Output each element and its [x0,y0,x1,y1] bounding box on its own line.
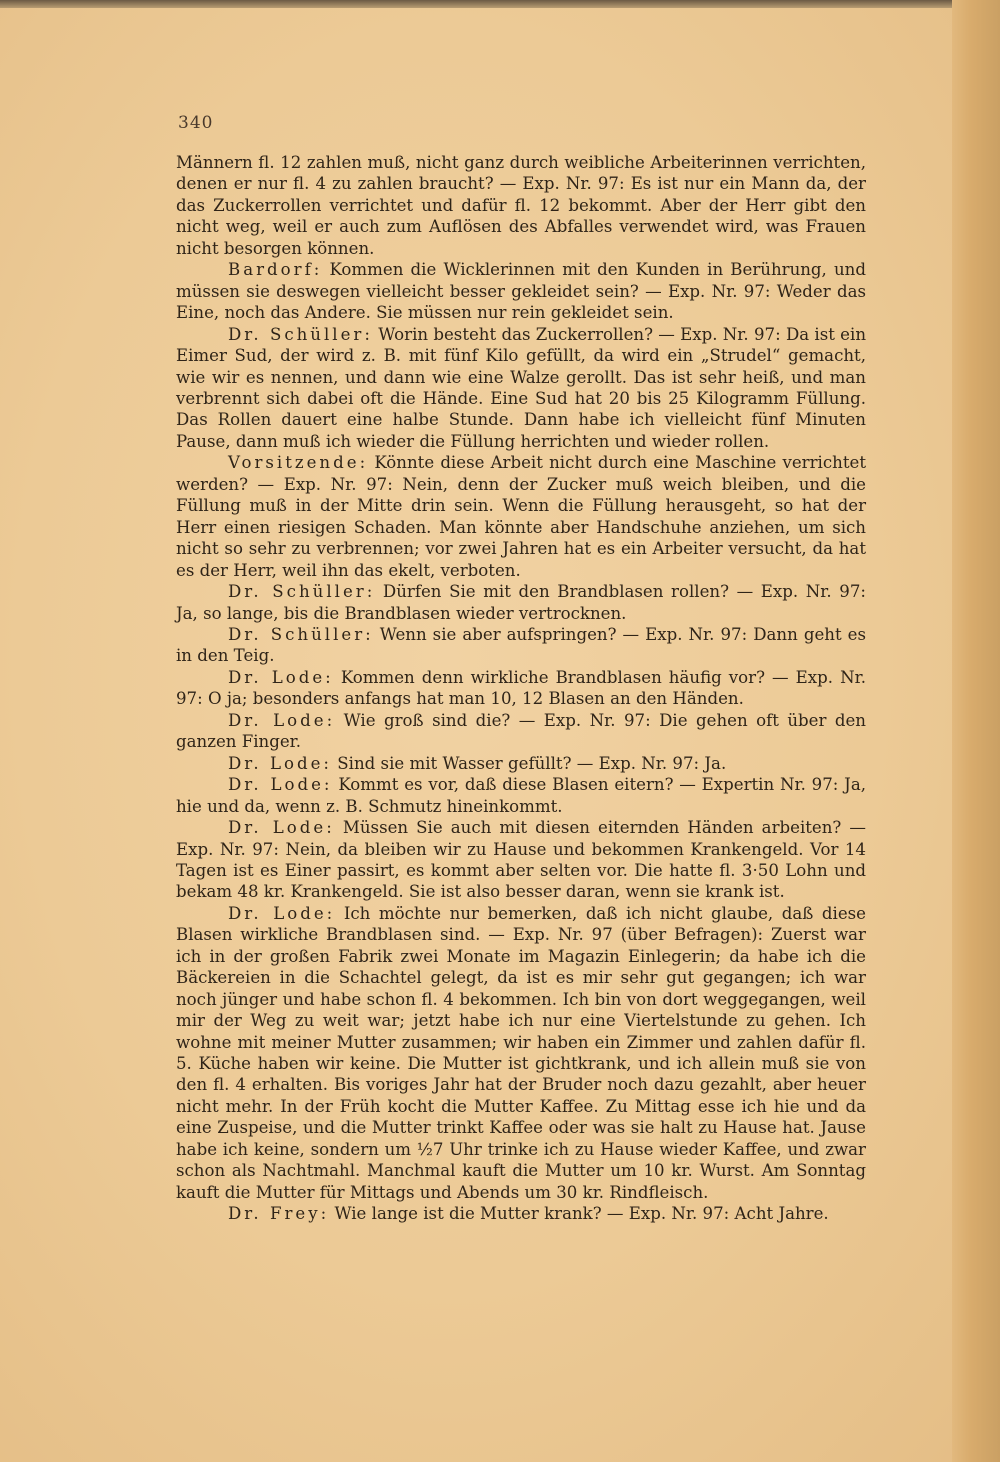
paragraph-4 [176,452,866,581]
paragraph-text: Dürfen Sie mit den Brandblasen rollen? — Exp. Nr. 97: Ja, so lange, bis die Brandblasen wieder vertrocknen. [176,582,866,623]
paragraph-1 [176,152,866,259]
paragraph-text: Worin besteht das Zuckerrollen? — Exp. Nr. 97: Da ist ein Eimer Sud, der wird z. B. mit fünf Kilo gefüllt, da wird ein „Strudel“ gemacht, wie wir es nennen, und dann wie eine Walze gerollt. Das ist sehr heiß, und man verbrennt sich dabei oft die Hände. Eine Sud hat 20 bis 25 Kilogramm Füllung. Das Rollen dauert eine halbe Stunde. Dann habe ich vielleicht fünf Minuten Pause, dann muß ich wieder die Füllung herrichten und wieder rollen. [176,324,866,451]
paragraph-12 [176,903,866,1203]
paragraph-text: Wie groß sind die? — Exp. Nr. 97: Die gehen oft über den ganzen Finger. [176,710,866,752]
speaker-name: Dr. Lode: [228,710,336,730]
speaker-name: Dr. Schüller: [228,582,376,602]
paragraph-text: Kommt es vor, daß diese Blasen eitern? — Expertin Nr. 97: Ja, hie und da, wenn z. B. Schmutz hineinkommt. [176,775,866,816]
speaker-name: Dr. Lode: [228,753,333,773]
paragraph-text: Kommen die Wicklerinnen mit den Kunden in Berührung, und müssen sie deswegen vielleicht besser gekleidet sein? — Exp. Nr. 97: Weder das Eine, noch das Andere. Sie müssen nur rein gekleidet sein. [176,260,866,323]
paragraph-9 [176,753,866,774]
paragraph-text: Könnte diese Arbeit nicht durch eine Maschine verrichtet werden? — Exp. Nr. 97: Nein, denn der Zucker muß weich bleiben, und die Füllung muß in der Mitte drin sein. Wenn die Füllung herausgeht, so hat der Herr einen riesigen Schaden. Man könnte aber Handschuhe anziehen, um sich nicht so sehr zu verbrennen; vor zwei Jahren hat es ein Arbeiter versucht, da hat es der Herr, weil ihn das ekelt, verboten. [176,453,866,580]
book-spine-edge [952,0,1000,1462]
paragraph-10 [176,774,866,817]
paragraph-text: Wie lange ist die Mutter krank? — Exp. Nr. 97: Acht Jahre. [329,1204,829,1224]
paragraph-text: Wenn sie aber aufspringen? — Exp. Nr. 97: Dann geht es in den Teig. [176,624,866,666]
paragraph-2 [176,259,866,323]
speaker-name: Vorsitzende: [228,453,369,473]
body-text [176,152,866,1225]
paragraph-8 [176,710,866,753]
paragraph-text: Männern fl. 12 zahlen muß, nicht ganz durch weibliche Arbeiterinnen verrichten, denen er nur fl. 4 zu zahlen braucht? — Exp. Nr. 97: Es ist nur ein Mann da, der das Zuckerrollen verrichtet und dafür fl. 12 bekommt. Aber der Herr gibt den nicht weg, weil er auch zum Auflösen des Abfalles verwendet wird, was Frauen nicht besorgen können. [176,153,866,258]
paragraph-text: Kommen denn wirkliche Brandblasen häufig vor? — Exp. Nr. 97: O ja; besonders anfangs hat man 10, 12 Blasen an den Händen. [176,667,866,709]
paragraph-7 [176,667,866,710]
speaker-name: Dr. Schüller: [228,324,373,344]
page-number: 340 [178,113,214,133]
paragraph-3 [176,324,866,453]
paragraph-5 [176,581,866,624]
speaker-name: Dr. Schüller: [228,624,374,644]
speaker-name: Dr. Frey: [228,1204,330,1224]
speaker-name: Dr. Lode: [228,903,336,923]
paragraph-6 [176,624,866,667]
speaker-name: Dr. Lode: [228,818,335,838]
paragraph-text: Müssen Sie auch mit diesen eiternden Händen arbeiten? — Exp. Nr. 97: Nein, da bleiben wir zu Hause und bekommen Krankengeld. Vor 14 Tagen ist es Einer passirt, es kommt aber selten vor. Die hatte fl. 3·50 Lohn und bekam 48 kr. Krankengeld. Sie ist also besser daran, wenn sie krank ist. [176,818,866,902]
page-top-edge [0,0,1000,8]
paragraph-11 [176,817,866,903]
speaker-name: Dr. Lode: [228,775,333,795]
paragraph-13 [176,1203,866,1224]
paragraph-text: Ich möchte nur bemerken, daß ich nicht glaube, daß diese Blasen wirkliche Brandblasen sind. — Exp. Nr. 97 (über Befragen): Zuerst war ich in der großen Fabrik zwei Monate im Magazin Einlegerin; da habe ich die Bäckereien in die Schachtel gelegt, da ist es mir sehr gut gegangen; ich war noch jünger und habe schon fl. 4 bekommen. Ich bin von dort weggegangen, weil mir der Weg zu weit war; jetzt habe ich nur eine Viertelstunde zu gehen. Ich wohne mit meiner Mutter zusammen; wir haben ein Zimmer und zahlen dafür fl. 5. Küche haben wir keine. Die Mutter ist gichtkrank, und ich allein muß sie von den fl. 4 erhalten. Bis voriges Jahr hat der Bruder noch dazu gezahlt, aber heuer nicht mehr. In der Früh kocht die Mutter Kaffee. Zu Mittag esse ich hie und da eine Zuspeise, und die Mutter trinkt Kaffee oder was sie halt zu Hause hat. Jause habe ich keine, sondern um ½7 Uhr trinke ich zu Hause wieder Kaffee, und zwar schon als Nachtmahl. Manchmal kauft die Mutter um 10 kr. Wurst. Am Sonntag kauft die Mutter für Mittags und Abends um 30 kr. Rindfleisch. [176,903,866,1202]
speaker-name: Dr. Lode: [228,667,334,687]
speaker-name: Bardorf: [228,260,323,280]
paragraph-text: Sind sie mit Wasser gefüllt? — Exp. Nr. 97: Ja. [332,753,727,773]
